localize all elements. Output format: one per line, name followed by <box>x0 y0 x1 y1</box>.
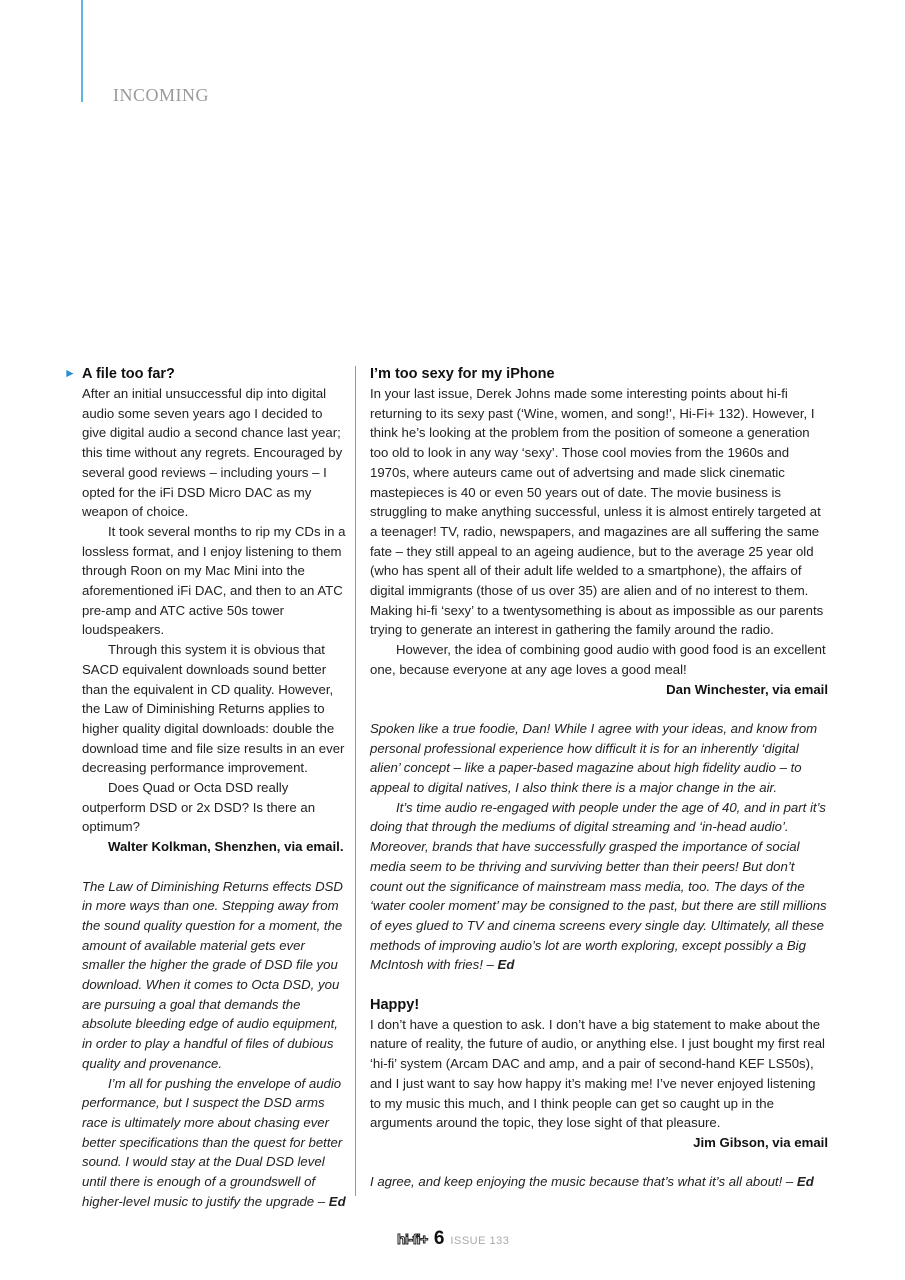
editor-reply: The Law of Diminishing Returns effects DSD in more ways than one. Stepping away from the sound quality question for a moment, the amount of available material gets ever smaller the higher the grade of DSD file you download. When it comes to Octa DSD, you are pursuing a goal that demands the absolute bleeding edge of audio equipment, in order to play a handful of files of dubious quality and provenance. <box>82 878 343 1071</box>
letter-paragraph: It took several months to rip my CDs in a lossless format, and I enjoy listening to them through Roon on my Mac Mini into the aforementioned iFi DAC, and then to an ATC pre-amp and ATC active 50s tower loudspeakers. <box>82 523 346 638</box>
column-divider <box>355 366 356 1196</box>
page-number: 6 <box>433 1228 445 1249</box>
editor-sign: Ed <box>328 1193 346 1209</box>
letter-paragraph: After an initial unsuccessful dip into digital audio some seven years ago I decided to give digital audio a second chance last year; this time without any regrets. Encouraged by several good reviews – including yours – I opted for the iFi DSD Micro DAC as my weapon of choice. <box>82 386 343 520</box>
editor-reply: Spoken like a true foodie, Dan! While I agree with your ideas, and know from personal professional experience how difficult it is for an inherently ‘digital alien’ concept – like a paper-based magazine about high fidelity audio – to appeal to digital natives, I also think there is a major change in the air. <box>370 720 818 796</box>
letter-headline: A file too far? <box>82 366 175 382</box>
letter-headline: Happy! <box>370 996 420 1013</box>
letter-a-file-too-far <box>64 364 350 1212</box>
editor-sign: Ed <box>497 957 515 973</box>
letter-signature: Dan Winchester, via email <box>666 681 828 697</box>
letter-paragraph: In your last issue, Derek Johns made some interesting points about hi-fi returning to its sexy past (‘Wine, women, and song!’, Hi-Fi+ 132). However, I think he’s looking at the problem from the position of someone a generation too old to look in any way ‘sexy’. Those cool movies from the 1960s and 1970s, where auteurs came out of advertsing and made slick cinematic mastepieces is 40 or even 50 years out of date. The movie business is struggling to make anything successful, unless it is almost entirely targeted at a teenager! TV, radio, newspapers, and magazines are all suffering the same fate – they still appeal to an ageing audience, but to the average 25 year old (who has spent all of their adult life welded to a smartphone), the affairs of digital immigrants (those of us over 35) are alien and of no interest to them. Making hi-fi ‘sexy’ to a twentysomething is about as impossible as our parents trying to generate an interest in gathering the family around the radio. <box>370 386 824 638</box>
letter-paragraph: Through this system it is obvious that SACD equivalent downloads sound better than the equivalent in CD quality. However, the Law of Diminishing Returns applies to higher quality digital downloads: double the download time and file size results in an ever decreasing performance improvement. <box>82 642 345 776</box>
letter-headline: I’m too sexy for my iPhone <box>370 366 555 382</box>
letter-signature: Jim Gibson, via email <box>693 1134 828 1150</box>
letter-paragraph: Does Quad or Octa DSD really outperform DSD or 2x DSD? Is there an optimum? <box>82 780 316 835</box>
triangle-arrow-icon: ► <box>64 366 76 380</box>
letter-signature: Walter Kolkman, Shenzhen, via email. <box>108 839 344 855</box>
letter-paragraph: I don’t have a question to ask. I don’t have a big statement to make about the nature of reality, the future of audio, or anything else. I just bought my first real ‘hi-fi’ system (Arcam DAC and amp, and a pair of second-hand KEF LS50s), and I just want to say how happy it’s making me! I’ve never enjoyed listening to my music this much, and I think people can get so caught up in the arguments around the topic, they lose sight of that pleasure. <box>370 1016 825 1131</box>
right-column <box>370 364 828 1192</box>
editor-reply: It’s time audio re-engaged with people under the age of 40, and in part it’s doing that through the mediums of digital streaming and ‘in-head audio’. Moreover, brands that have successfully grasped the importance of social media seem to be thriving and surviving better than their peers! But don’t count out the significance of mainstream mass media, too. The days of the ‘water cooler moment’ may be consigned to the past, but there are still millions of eyes glued to TV and cinema screens every single day. Ultimately, all these methods of improving audio’s lot are worth exploring, except possibly a Big McIntosh with fries! – Ed <box>370 799 827 973</box>
editor-reply: I agree, and keep enjoying the music because that’s what it’s all about! – Ed <box>370 1174 814 1190</box>
editor-sign: Ed <box>796 1174 814 1190</box>
page-footer <box>397 1228 509 1250</box>
accent-rule <box>81 0 83 102</box>
letter-paragraph: However, the idea of combining good audio with good food is an excellent one, because everyone at any age loves a good meal! <box>370 642 826 677</box>
editor-reply: I’m all for pushing the envelope of audio performance, but I suspect the DSD arms race is ultimately more about chasing ever better specifications than the quest for better sound. I would stay at the Dual DSD level until there is enough of a groundswell of higher-level music to justify the upgrade – Ed <box>82 1075 346 1209</box>
issue-label: ISSUE 133 <box>450 1235 510 1247</box>
hifi-plus-logo: hi-fi+ <box>397 1231 428 1247</box>
section-title: INCOMING <box>113 85 209 105</box>
